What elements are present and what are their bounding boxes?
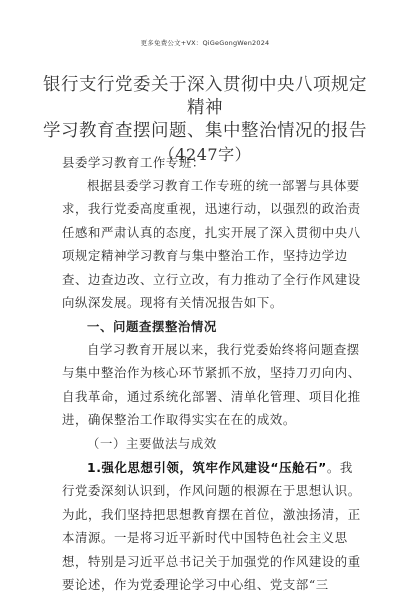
section-paragraph-1: 自学习教育开展以来，我行党委始终将问题查摆与集中整治作为核心环节紧抓不放，坚持刀刃向内、自我革命，通过系统化部署、清单化管理、项目化推进，确保整治工作取得实实在在的成效。 [62, 342, 361, 428]
subheading-1-text: （一）主要做法与成效 [87, 436, 217, 451]
item-1-body: 。我行党委深刻认识到，作风问题的根源在于思想认识。为此，我们坚持把思想教育摆在首位，激浊扬清，正本清源。一是将习近平新时代中国特色社会主义思想，特别是习近平总书记关于加强党的作风建设的重要论述，作为党委理论学习中心组、党支部“三 [62, 460, 361, 593]
section-heading-1: 一、问题查摆整治情况 [87, 319, 217, 334]
recipient-line: 县委学习教育工作专班： [62, 155, 205, 170]
subheading-1 [62, 432, 362, 455]
header-watermark: 更多免费公文+VX：QiGeGongWen2024 [140, 39, 270, 47]
title-line-1: 银行支行党委关于深入贯彻中央八项规定精神 [43, 75, 367, 118]
intro-paragraph: 根据县委学习教育工作专班的统一部署与具体要求，我行党委高度重视，迅速行动，以强烈的政治责任感和严肃认真的态度，扎实开展了深入贯彻中央八项规定精神学习教育与集中整治工作，坚持边学边查、边查边改、立行立改，有力推动了全行作风建设向纵深发展。现将有关情况报告如下。 [62, 178, 361, 311]
item-1-lead: 1.强化思想引领，筑牢作风建设“压舱石” [87, 460, 327, 475]
word-count: （4247字） [158, 145, 252, 164]
title-line-2: 学习教育查摆问题、集中整治情况的报告 [43, 121, 367, 141]
item-paragraph-1 [62, 456, 362, 596]
